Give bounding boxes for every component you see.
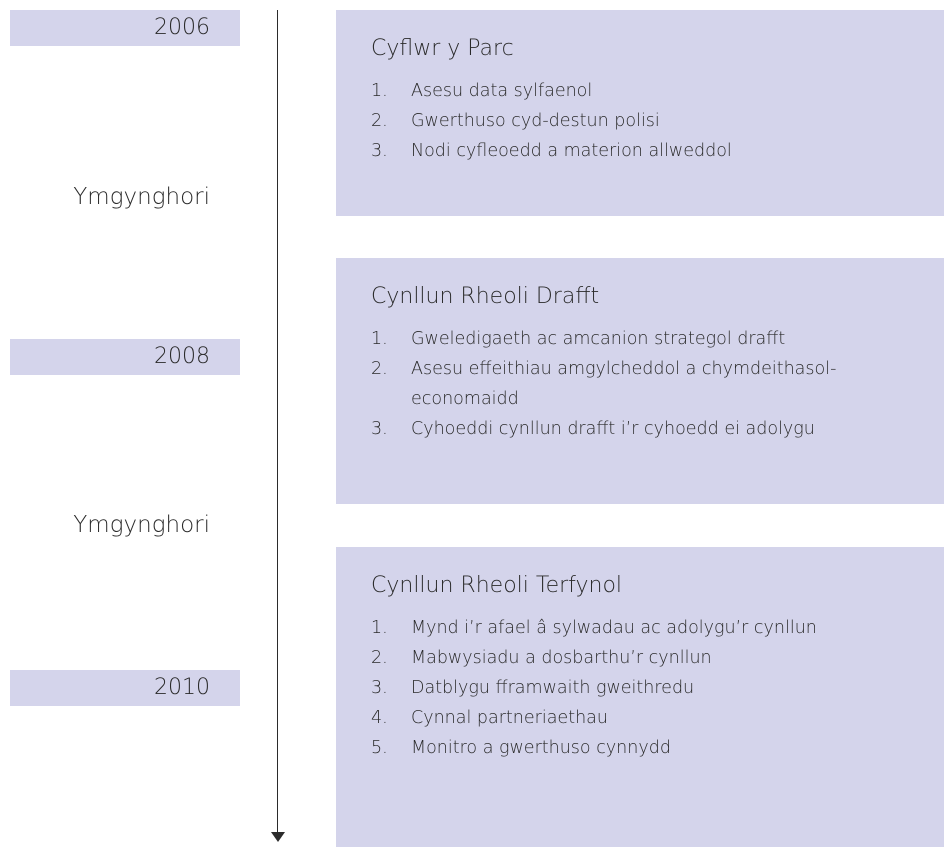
stage-box-park-state <box>336 10 944 216</box>
stage-task-list <box>371 76 944 166</box>
item-text: Mabwysiadu a dosbarthu’r cynllun <box>411 648 712 668</box>
list-item <box>371 136 944 166</box>
item-text: Cyhoeddi cynllun drafft i’r cyhoedd ei adolygu <box>411 419 815 439</box>
item-number: 2. <box>371 359 388 379</box>
year-marker-2008: 2008 <box>10 339 240 375</box>
item-number: 2. <box>371 111 388 131</box>
stage-title: Cynllun Rheoli Drafft <box>371 284 600 309</box>
list-item <box>371 324 944 354</box>
item-text: Gwerthuso cyd-destun polisi <box>411 111 660 131</box>
item-text: Nodi cyfleoedd a materion allweddol <box>411 141 732 161</box>
item-number: 3. <box>371 419 388 439</box>
stage-box-final-plan <box>336 547 944 847</box>
item-number: 2. <box>371 648 388 668</box>
list-item <box>371 703 944 733</box>
year-marker-2010: 2010 <box>10 670 240 706</box>
stage-title: Cynllun Rheoli Terfynol <box>371 573 623 598</box>
stage-title: Cyflwr y Parc <box>371 36 514 61</box>
stage-task-list <box>371 613 944 763</box>
timeline-axis <box>277 10 278 836</box>
list-item <box>371 733 944 763</box>
item-text: Gweledigaeth ac amcanion strategol drafft <box>411 329 786 349</box>
item-number: 3. <box>371 141 388 161</box>
item-text: Asesu data sylfaenol <box>411 81 593 101</box>
item-number: 3. <box>371 678 388 698</box>
stage-box-draft-plan <box>336 258 944 504</box>
item-number: 4. <box>371 708 388 728</box>
list-item <box>371 613 944 643</box>
timeline-arrow-down-icon <box>271 832 285 842</box>
list-item <box>371 673 944 703</box>
item-text: Cynnal partneriaethau <box>411 708 608 728</box>
item-text: Mynd i’r afael â sylwadau ac adolygu’r cynllun <box>411 618 817 638</box>
item-number: 5. <box>371 738 388 758</box>
list-item <box>371 643 944 673</box>
item-text: Monitro a gwerthuso cynnydd <box>411 738 671 758</box>
list-item <box>371 106 944 136</box>
list-item <box>371 76 944 106</box>
item-number: 1. <box>371 81 388 101</box>
year-marker-2006: 2006 <box>10 10 240 46</box>
consultation-label-2: Ymgynghori <box>73 512 210 538</box>
item-number: 1. <box>371 329 388 349</box>
consultation-label-1: Ymgynghori <box>73 184 210 210</box>
item-text: Asesu effeithiau amgylcheddol a chymdeithasol-economaidd <box>411 359 837 409</box>
item-number: 1. <box>371 618 388 638</box>
stage-task-list <box>371 324 944 444</box>
list-item <box>371 414 944 444</box>
list-item <box>371 354 944 414</box>
item-text: Datblygu fframwaith gweithredu <box>411 678 695 698</box>
